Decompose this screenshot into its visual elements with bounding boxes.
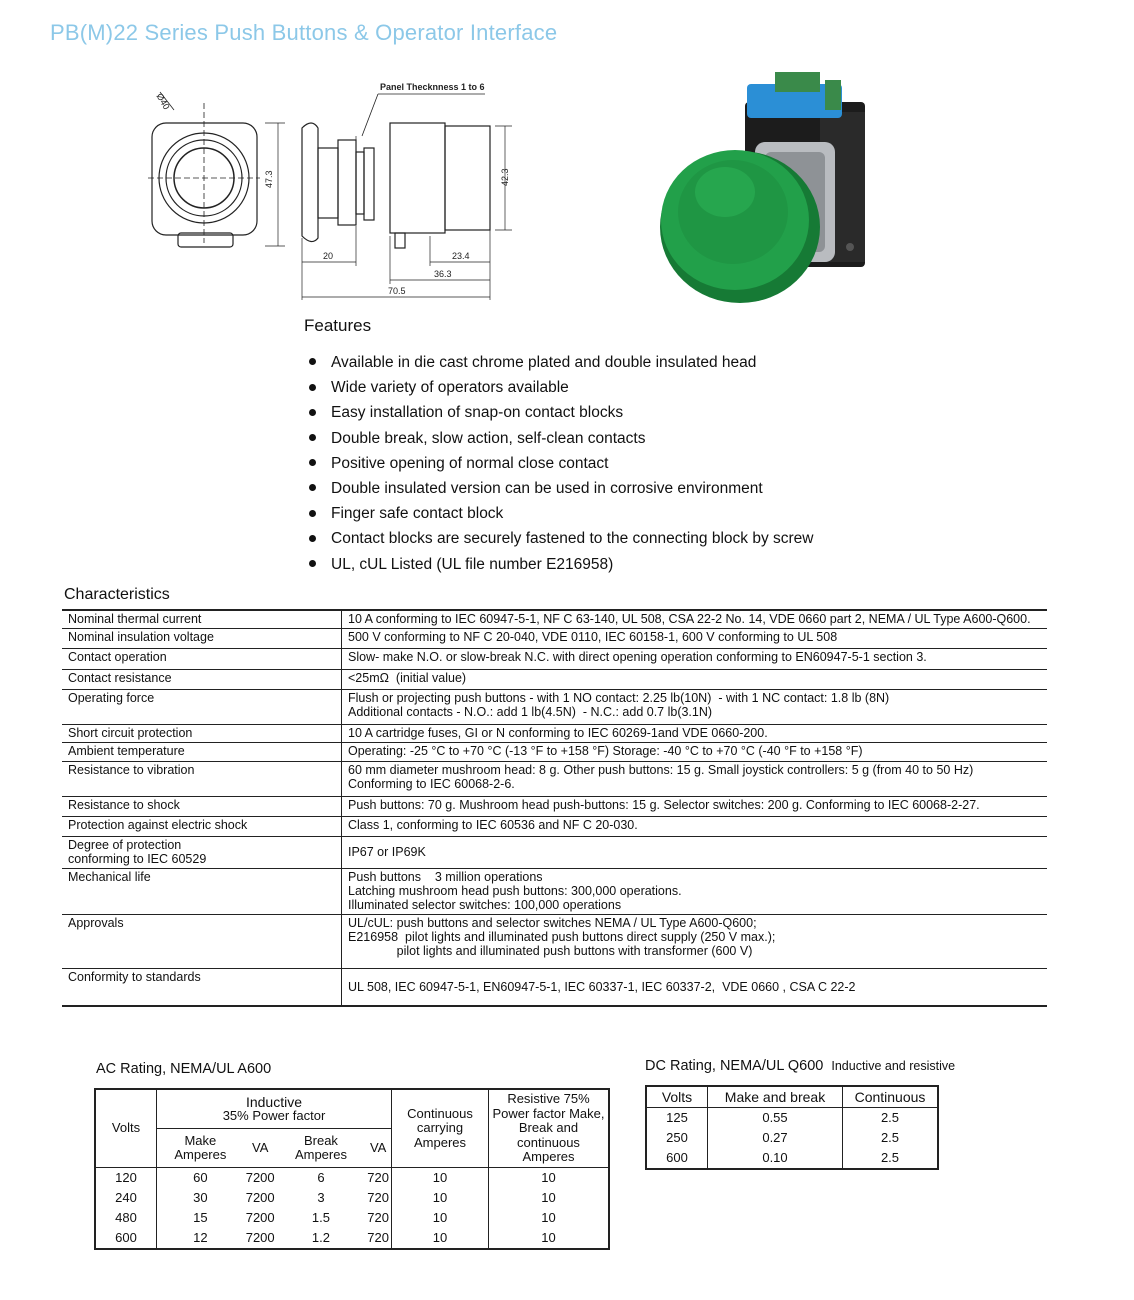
feature-item xyxy=(309,375,813,400)
ac-rating-cell: 7200 xyxy=(245,1229,275,1245)
ac-rating-cell: 7200 xyxy=(245,1209,275,1225)
characteristic-name xyxy=(62,628,342,648)
characteristic-value xyxy=(342,816,1048,836)
characteristic-value xyxy=(342,761,1048,796)
characteristic-row xyxy=(62,968,1047,1006)
characteristic-row xyxy=(62,669,1047,689)
characteristic-value-line: 10 A cartridge fuses, GI or N conforming to IEC 60269-1and VDE 0660-200. xyxy=(348,725,768,740)
characteristics-heading: Characteristics xyxy=(64,586,170,603)
feature-item xyxy=(309,350,813,375)
characteristic-name xyxy=(62,610,342,628)
ac-rating-cell: 10 xyxy=(392,1188,489,1208)
feature-item xyxy=(309,501,813,526)
characteristic-row xyxy=(62,610,1047,628)
ac-rating-cell: 10 xyxy=(489,1168,610,1189)
characteristic-name-line: Short circuit protection xyxy=(68,725,193,740)
dc-rating-cell: 250 xyxy=(646,1128,708,1148)
feature-item xyxy=(309,400,813,425)
characteristic-value-line: 500 V conforming to NF C 20-040, VDE 0110, IEC 60158-1, 600 V conforming to UL 508 xyxy=(348,629,838,644)
svg-text:42.3: 42.3 xyxy=(500,168,510,186)
characteristic-name xyxy=(62,796,342,816)
characteristic-value xyxy=(342,914,1048,968)
characteristic-value xyxy=(342,669,1048,689)
features-list xyxy=(309,350,813,577)
ac-rating-cell: 60 xyxy=(157,1168,244,1189)
bullet-icon xyxy=(309,535,316,542)
svg-text:36.3: 36.3 xyxy=(434,269,452,279)
bullet-icon xyxy=(309,484,316,491)
ac-rating-cell: 10 xyxy=(489,1208,610,1228)
characteristic-value-line: Push buttons: 70 g. Mushroom head push-buttons: 15 g. Selector switches: 200 g. Conforming to IEC 60068-2-27. xyxy=(348,797,980,812)
dc-rating-row xyxy=(646,1128,938,1148)
characteristic-name xyxy=(62,689,342,724)
characteristic-name xyxy=(62,868,342,914)
feature-text: Contact blocks are securely fastened to the connecting block by screw xyxy=(331,530,814,548)
dc-rating-heading xyxy=(645,1058,955,1074)
svg-text:Panel Thecknness 1 to 6: Panel Thecknness 1 to 6 xyxy=(380,82,485,92)
ac-rating-cell: 10 xyxy=(489,1188,610,1208)
ac-rating-cell: 240 xyxy=(95,1188,157,1208)
feature-text: Wide variety of operators available xyxy=(331,379,569,397)
ac-header-make: Make Amperes xyxy=(157,1129,244,1168)
characteristic-value-line: <25mΩ (initial value) xyxy=(348,670,467,685)
dc-rating-row xyxy=(646,1148,938,1169)
characteristic-value-line: Class 1, conforming to IEC 60536 and NF C 20-030. xyxy=(348,817,638,832)
ac-rating-row xyxy=(95,1168,609,1189)
svg-text:23.4: 23.4 xyxy=(452,251,470,261)
dc-rating-cell: 2.5 xyxy=(843,1128,939,1148)
characteristic-name-line: Ambient temperature xyxy=(68,743,185,758)
ac-rating-cell: 15 xyxy=(157,1208,244,1228)
ac-rating-cell: 10 xyxy=(489,1228,610,1249)
ac-rating-row xyxy=(95,1208,609,1228)
characteristic-value xyxy=(342,724,1048,742)
dc-rating-cell: 0.27 xyxy=(708,1128,843,1148)
characteristic-value xyxy=(342,742,1048,761)
characteristic-row xyxy=(62,689,1047,724)
dc-rating-table xyxy=(645,1085,939,1170)
ac-header-inductive: Inductive 35% Power factor xyxy=(157,1089,392,1129)
characteristic-name-line: Nominal thermal current xyxy=(68,612,202,626)
characteristic-name-line: Mechanical life xyxy=(68,869,151,884)
characteristic-value xyxy=(342,836,1048,868)
feature-item xyxy=(309,451,813,476)
bullet-icon xyxy=(309,384,316,391)
characteristic-name-line: Approvals xyxy=(68,915,124,930)
characteristic-value-line: Slow- make N.O. or slow-break N.C. with direct opening operation conforming to EN60947-5-1 section 3. xyxy=(348,649,927,664)
characteristic-name-line: conforming to IEC 60529 xyxy=(68,851,207,866)
feature-item xyxy=(309,526,813,551)
characteristic-value-line: Flush or projecting push buttons - with 1 NO contact: 2.25 lb(10N) - with 1 NC contact: 1.8 lb (8N) xyxy=(348,690,890,705)
dc-header-volts: Volts xyxy=(646,1086,708,1108)
dc-header-make-break: Make and break xyxy=(708,1086,843,1108)
characteristic-value-line: UL/cUL: push buttons and selector switches NEMA / UL Type A600-Q600; xyxy=(348,915,757,930)
characteristic-value xyxy=(342,796,1048,816)
characteristic-value-line: 10 A conforming to IEC 60947-5-1, NF C 63-140, UL 508, CSA 22-2 No. 14, VDE 0660 part 2, NEMA / UL Type A600-Q600. xyxy=(348,612,1031,626)
bullet-icon xyxy=(309,510,316,517)
characteristic-name-line: Nominal insulation voltage xyxy=(68,629,214,644)
characteristic-name xyxy=(62,669,342,689)
dc-rating-cell: 2.5 xyxy=(843,1148,939,1169)
dc-rating-cell: 600 xyxy=(646,1148,708,1169)
ac-rating-cell: 720 xyxy=(365,1168,391,1189)
feature-text: Easy installation of snap-on contact blocks xyxy=(331,404,624,422)
characteristic-row xyxy=(62,628,1047,648)
dc-rating-cell: 2.5 xyxy=(843,1108,939,1129)
characteristic-row xyxy=(62,742,1047,761)
feature-text: Finger safe contact block xyxy=(331,505,504,523)
characteristic-row xyxy=(62,836,1047,868)
characteristic-value-line: 60 mm diameter mushroom head: 8 g. Other push buttons: 15 g. Small joystick controllers: 5 g (from 40 to 50 Hz) xyxy=(348,762,974,777)
characteristic-name xyxy=(62,648,342,669)
characteristic-value-line: UL 508, IEC 60947-5-1, EN60947-5-1, IEC 60337-1, IEC 60337-2, VDE 0660 , CSA C 22-2 xyxy=(348,979,856,994)
characteristic-row xyxy=(62,761,1047,796)
characteristic-name-line: Degree of protection xyxy=(68,837,182,852)
characteristic-name-line: Contact resistance xyxy=(68,670,172,685)
characteristic-name xyxy=(62,968,342,1006)
ac-rating-heading: AC Rating, NEMA/UL A600 xyxy=(96,1061,272,1077)
ac-rating-cell: 7200 xyxy=(244,1168,277,1189)
dc-header-continuous: Continuous xyxy=(843,1086,939,1108)
ac-rating-cell: 30 xyxy=(157,1188,244,1208)
ac-rating-cell: 720 xyxy=(365,1228,391,1249)
characteristic-value xyxy=(342,968,1048,1006)
feature-text: Double insulated version can be used in corrosive environment xyxy=(331,479,763,497)
characteristics-table xyxy=(62,609,1047,1007)
ac-rating-cell: 3 xyxy=(317,1189,325,1205)
bullet-icon xyxy=(309,409,316,416)
characteristic-value-line: Additional contacts - N.O.: add 1 lb(4.5N) - N.C.: add 0.7 lb(3.1N) xyxy=(348,704,713,719)
characteristic-row xyxy=(62,914,1047,968)
page-title: PB(M)22 Series Push Buttons & Operator Interface xyxy=(50,20,558,45)
feature-item xyxy=(309,552,813,577)
bullet-icon xyxy=(309,358,316,365)
characteristic-value xyxy=(342,648,1048,669)
feature-item xyxy=(309,476,813,501)
characteristic-row xyxy=(62,724,1047,742)
characteristic-name xyxy=(62,914,342,968)
feature-text: Positive opening of normal close contact xyxy=(331,454,609,472)
ac-header-volts: Volts xyxy=(95,1089,157,1168)
characteristic-row xyxy=(62,796,1047,816)
characteristic-name-line: Protection against electric shock xyxy=(68,817,248,832)
feature-item xyxy=(309,426,813,451)
ac-rating-row xyxy=(95,1188,609,1208)
product-photo xyxy=(655,72,885,307)
ac-rating-cell: 10 xyxy=(392,1228,489,1249)
ac-rating-cell: 12 xyxy=(157,1228,244,1249)
svg-text:70.5: 70.5 xyxy=(388,286,406,296)
characteristic-name-line: Contact operation xyxy=(68,649,167,664)
ac-rating-cell: 720 xyxy=(365,1208,391,1228)
dc-rating-cell: 0.10 xyxy=(708,1148,843,1169)
characteristic-name-line: Resistance to vibration xyxy=(68,762,195,777)
svg-text:20: 20 xyxy=(323,251,334,261)
feature-text: Available in die cast chrome plated and double insulated head xyxy=(331,354,757,371)
characteristic-name xyxy=(62,836,342,868)
ac-header-continuous: Continuous carrying Amperes xyxy=(392,1089,489,1168)
feature-text: Double break, slow action, self-clean contacts xyxy=(331,429,646,447)
characteristic-value-line: Push buttons 3 million operations xyxy=(348,869,543,884)
characteristic-value-line: IP67 or IP69K xyxy=(348,845,426,859)
characteristic-value xyxy=(342,868,1048,914)
ac-rating-cell: 10 xyxy=(392,1168,489,1189)
characteristic-name-line: Resistance to shock xyxy=(68,797,180,812)
dc-rating-row xyxy=(646,1108,938,1129)
dc-rating-note: Inductive and resistive xyxy=(831,1059,956,1073)
ac-rating-cell: 720 xyxy=(365,1188,391,1208)
ac-rating-cell: 10 xyxy=(392,1208,489,1228)
bullet-icon xyxy=(309,560,316,567)
characteristic-value xyxy=(342,689,1048,724)
characteristic-row xyxy=(62,648,1047,669)
svg-text:Ø40: Ø40 xyxy=(154,91,172,112)
ac-rating-cell: 7200 xyxy=(245,1189,275,1205)
features-heading: Features xyxy=(304,316,372,335)
dc-rating-title: DC Rating, NEMA/UL Q600 xyxy=(645,1058,824,1074)
characteristic-value-line: Latching mushroom head push buttons: 300,000 operations. xyxy=(348,883,682,898)
ac-rating-cell: 1.5 xyxy=(311,1209,330,1225)
characteristic-value xyxy=(342,610,1048,628)
characteristic-name xyxy=(62,816,342,836)
ac-rating-cell: 1.2 xyxy=(311,1229,330,1245)
dc-rating-cell: 125 xyxy=(646,1108,708,1129)
ac-rating-cell: 480 xyxy=(95,1208,157,1228)
ac-rating-row xyxy=(95,1228,609,1249)
ac-header-break: Break Amperes xyxy=(277,1129,366,1168)
dc-rating-cell: 0.55 xyxy=(708,1108,843,1129)
characteristic-name-line: Operating force xyxy=(68,690,155,705)
characteristic-value xyxy=(342,628,1048,648)
characteristic-value-line: Illuminated selector switches: 100,000 operations xyxy=(348,897,622,912)
feature-text: UL, cUL Listed (UL file number E216958) xyxy=(331,555,614,573)
characteristic-row xyxy=(62,868,1047,914)
characteristic-value-line: Conforming to IEC 60068-2-6. xyxy=(348,776,515,791)
characteristic-name xyxy=(62,761,342,796)
dimension-drawing xyxy=(140,78,540,303)
ac-header-va: VA xyxy=(244,1129,277,1168)
ac-rating-cell: 120 xyxy=(95,1168,157,1189)
ac-rating-cell: 6 xyxy=(277,1168,366,1189)
characteristic-row xyxy=(62,816,1047,836)
characteristic-value-line: Operating: -25 °C to +70 °C (-13 °F to +158 °F) Storage: -40 °C to +70 °C (-40 °F to +158 °F) xyxy=(348,743,863,758)
ac-rating-table xyxy=(94,1088,610,1250)
bullet-icon xyxy=(309,434,316,441)
characteristic-name-line: Conformity to standards xyxy=(68,969,201,984)
svg-text:47.3: 47.3 xyxy=(264,170,274,188)
ac-rating-cell: 600 xyxy=(95,1228,157,1249)
characteristic-name xyxy=(62,724,342,742)
ac-header-resistive: Resistive 75% Power factor Make, Break and continuous Amperes xyxy=(489,1089,610,1168)
characteristic-value-line: E216958 pilot lights and illuminated push buttons direct supply (250 V max.); xyxy=(348,929,776,944)
ac-header-va: VA xyxy=(365,1129,391,1168)
characteristic-name xyxy=(62,742,342,761)
bullet-icon xyxy=(309,459,316,466)
characteristic-value-line: pilot lights and illuminated push buttons with transformer (600 V) xyxy=(348,943,753,958)
